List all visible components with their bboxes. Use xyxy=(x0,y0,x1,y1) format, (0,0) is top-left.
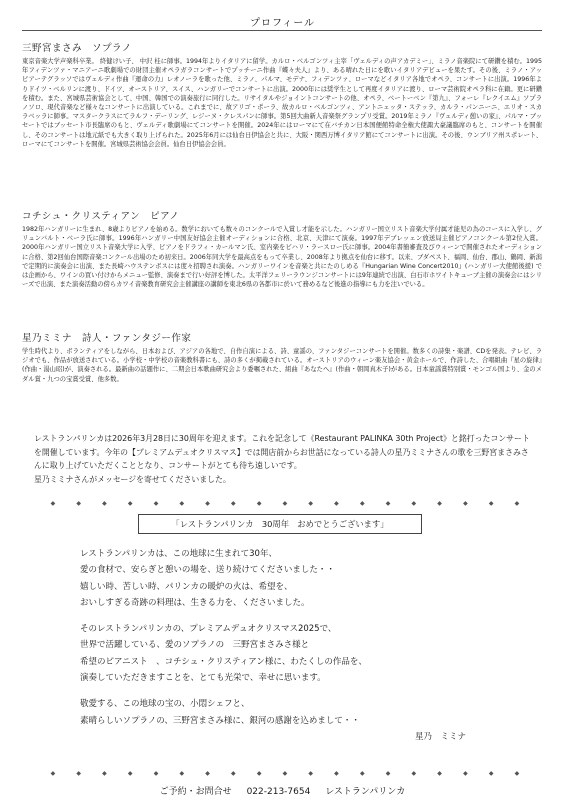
poem-line: 世界で活躍している、愛のソプラノの 三野宮まさみさ様と xyxy=(80,640,310,651)
divider-dot: ◆ xyxy=(437,500,442,507)
divider-dot: ◆ xyxy=(50,500,56,507)
poem-line: レストランパリンカは、この地球に生まれて30年、 xyxy=(80,549,277,559)
divider-dot: ◆ xyxy=(205,500,210,507)
poem-stanza xyxy=(80,696,480,745)
contact-label: ご予約・お問合せ xyxy=(159,787,232,797)
divider-dot: ◆ xyxy=(127,500,133,507)
divider-dot: ◆ xyxy=(463,500,468,507)
message-paragraph: レストランパリンカは2026年3月28日に30周年を迎えます。これを記念して《Restaurant PALINKA 30th Project》と銘打ったコンサートを開催しています。今年の【プレミアムデュオクリスマス】では開店前からお世話になっている詩人の星乃ミミナさんの歌を三野宮まさみさんに取り上げていただくこととなり、コンサートがとても待ち遠しいです。 xyxy=(34,434,530,470)
poem-signature: 星乃 ミミナ xyxy=(414,731,466,742)
poem-line: 素晴らしいソプラノの、三野宮まさみ様に、銀河の感謝を込めまして・・ xyxy=(80,715,360,726)
profile-bio: 東京音楽大学声楽科卒業。 終健けい子、 中沢 桂に師事。1994年よりイタリアに留学。カルロ・ベルゴンツィ主宰「ヴェルディの声アカデミー」、ミラノ音楽院にて研鑽を積む。1995年フィデンツァ・マニアーニ歌劇場での財団主催オペラガラコンサートでプッチーニ作曲『蝶々夫人』より、ある晴れた日にを歌いイタリアデビューを果たす。その後、ミラノ・アッピアーテグラッソではヴェルディ作曲『運命の力』レオノーラを歌った他、ミラノ、パルマ、モデナ、フィデンツァ、ローマなどイタリア各地でオペラ、コンサートに出演。1996年よりドイツ・ベルリンに渡り、ドイツ、オーストリア、スイス、ハンガリーでコンサートに出演。2000年には奨学生として再度イタリアに渡り、ローマ芸術院オペラ科に在籍。更に研鑽を積む。また、宮城県芸術協会として、中国、韓国での演奏旅行に同行した。リサイタルやジョイントコンサートの他、オペラ、ベートーベン『第九』、フォーレ『レクイエム』ソプラノソロ、現代音楽など様々なコンサートに出演している。これまでに、故アリゴ・ポーラ、故カルロ・ベルゴンツィ、アントニェッタ・ステッラ、カルラ・パンニーニ、エリオ・スカラベッラに師事。マスタークラスにてラルフ・デーリング、レジーヌ・クレスパンに師事。第5回大曲新人音楽祭グランプリ受賞。2019年ミラノ『ヴェルディ憩いの家』、パルマ・ブッセートではブッセート市長臨席のもと、ヴェルディ歌劇場にてコンサートを開催。2024年にはローマにて在バチカン日本国便館特命全権大使諏大豪議臨席のもと、コンサートを開催し、そのコンサートは地元紙でも大きく取り上げられた。2025年6月には仙台日伊協会と共に、大阪・関西万博イタリア館にてコンサートに出演。その後、ウンブリア州スポレート、ローマにてコンサートを開催。宮城県芸術協会会員。仙台日伊協会会員。 xyxy=(22,58,542,148)
divider-dot: ◆ xyxy=(359,770,365,777)
divider-dot: ◆ xyxy=(308,770,314,777)
poem xyxy=(80,546,480,745)
profile-bio: 学生時代より、ボランティアをしながら、日本および、アジアの各地で、自作自演による、詩、童謡の、ファンタジーコンサートを開催。数多くの詩集・楽譜、CDを発表。テレビ、ラジオでも、作品が放送されている。小学校・中学校の音楽教科書にも、詩の多くが掲載されている。オーストリアのウィーン楽友協会・黄金ホールで、作詩した、合唱組曲『星の旋律』(作曲・湯山昭)が、演奏される。最新曲の話題作に、二期会日本歌曲研究会より委嘱された、組曲『あなたへ』(作曲・朝岡真木子)がある。日本童謡賞特別賞・モンゴル国より、金のメダル賞・九つの宝賞受賞、他多数。 xyxy=(22,348,542,383)
divider-dot: ◆ xyxy=(514,770,520,777)
profile-kocsis xyxy=(22,208,542,289)
divider-dot: ◆ xyxy=(282,770,288,777)
poem-line: 演奏していただきますことを、とても光栄で、幸せに思います。 xyxy=(80,673,326,684)
divider-dot: ◆ xyxy=(488,500,494,507)
poem-line: 愛の食材で、安らぎと憩いの場を、送り続けてくださいました・・ xyxy=(80,565,335,576)
divider-dot: ◆ xyxy=(488,770,494,777)
divider-dot: ◆ xyxy=(76,500,81,507)
divider-dot: ◆ xyxy=(231,500,236,507)
poem-stanza xyxy=(80,621,480,686)
divider-dot: ◆ xyxy=(359,500,365,507)
divider-dot: ◆ xyxy=(308,500,314,507)
divider-dot: ◆ xyxy=(205,770,210,777)
divider-dot: ◆ xyxy=(153,500,159,507)
divider-dot: ◆ xyxy=(127,770,133,777)
contact-line xyxy=(0,784,565,797)
divider-dot: ◆ xyxy=(256,770,262,777)
divider-dot: ◆ xyxy=(385,500,391,507)
anniversary-message xyxy=(34,432,534,486)
divider-dot: ◆ xyxy=(179,770,185,777)
profile-name: コチシュ・クリスティアン ピアノ xyxy=(22,211,180,222)
poem-line: 嬉しい時、苦しい時、パリンカの暖炉の火は、希望を、 xyxy=(80,581,293,592)
divider-dot: ◆ xyxy=(514,500,520,507)
poem-line: 希望のピアニスト 、コチシュ・クリスティアン様に、わたくしの作品を、 xyxy=(80,656,367,667)
profile-hoshino xyxy=(22,330,542,384)
divider-dot: ◆ xyxy=(437,770,442,777)
profile-masami xyxy=(22,40,542,149)
divider-dot: ◆ xyxy=(102,500,107,507)
divider-dot: ◆ xyxy=(282,500,288,507)
poem-stanza xyxy=(80,546,480,611)
profile-name: 星乃ミミナ 詩人・ファンタジー作家 xyxy=(22,333,192,344)
poem-line: おいしすぎる奇跡の料理は、生きる力を、くださいました。 xyxy=(80,597,310,608)
divider-dot: ◆ xyxy=(385,770,391,777)
divider-dot: ◆ xyxy=(179,500,185,507)
poem-line: そのレストランパリンカの、プレミアムデュオクリスマス2025で、 xyxy=(80,624,337,635)
divider-dot: ◆ xyxy=(411,500,417,507)
divider-dot: ◆ xyxy=(411,770,417,777)
divider-dot: ◆ xyxy=(256,500,262,507)
divider-dot: ◆ xyxy=(463,770,468,777)
divider-dot: ◆ xyxy=(102,770,107,777)
divider-dot: ◆ xyxy=(231,770,236,777)
poem-line: 敬愛する、この地球の宝の、小悶シェフと、 xyxy=(80,699,250,710)
divider-dot: ◆ xyxy=(334,500,339,507)
divider-dot: ◆ xyxy=(334,770,339,777)
message-paragraph: 星乃ミミナさんがメッセージを寄せてくださいました。 xyxy=(34,474,231,484)
contact-phone[interactable]: 022-213-7654 xyxy=(246,787,311,797)
divider-dot: ◆ xyxy=(50,770,56,777)
divider-dot: ◆ xyxy=(76,770,81,777)
heading-divider xyxy=(22,30,542,31)
dot-divider-bottom xyxy=(40,770,530,777)
contact-venue: レストランパリンカ xyxy=(325,787,406,797)
profile-name: 三野宮まさみ ソプラノ xyxy=(22,43,132,54)
profile-bio: 1982年ハンガリーに生まれ、8歳よりピアノを始める。数学においても数々のコンクールで入賞し才能を示した。ハンガリー国立リスト音楽大学付属才能児の為のコースに入学し、グリュンバルト・ベーラ氏に師事。1996年ハンガリー中国友好協会主催オーディションに合格、北京、天津にて演奏。1997年デブレッェン放送局主催ピアノコンクール第2位入賞。2000年ハンガリー国立リスト音楽大学に入学、ピアノをドラフィ・カールマン氏、室内楽をピハリ・ラースロー氏に師事。2004年書簡審査及びウィーンで開催されたオーディションに合格、第2回仙台国際音楽コンクール出場のため初来日。2006年同大学を最高点をもって卒業し、2008年より拠点を仙台に移す。以来、ブダペスト、福岡、仙台、郡山、鶴岡、新潟で定期的に演奏会に出演、また長崎ハウステンボスには度々招聘され演奏。ハンガリーワインを音楽と共にたのしめる『Hungarian Wine Concert2010』(ハンガリー大使館後援) では企画から、ワインの買い付けからメニュー監修、演奏まで行い好評を博した。太平洋フェリーラウンジコンサートには9年連続で出演、白石市ホワイトキューブ主催の演奏会にはシリーズで出演、また演奏活動の傍らカワイ音楽教育研究会主催講座の講師を東北6県の各都市に於いて務めるなど後進の指導にも力を注いでいる。 xyxy=(22,226,542,289)
profile-heading: プロフィール xyxy=(250,18,315,29)
divider-dot: ◆ xyxy=(153,770,159,777)
dot-divider-top xyxy=(40,500,530,507)
greeting-title: 「レストランパリンカ 30周年 おめでとうございます」 xyxy=(138,514,422,534)
